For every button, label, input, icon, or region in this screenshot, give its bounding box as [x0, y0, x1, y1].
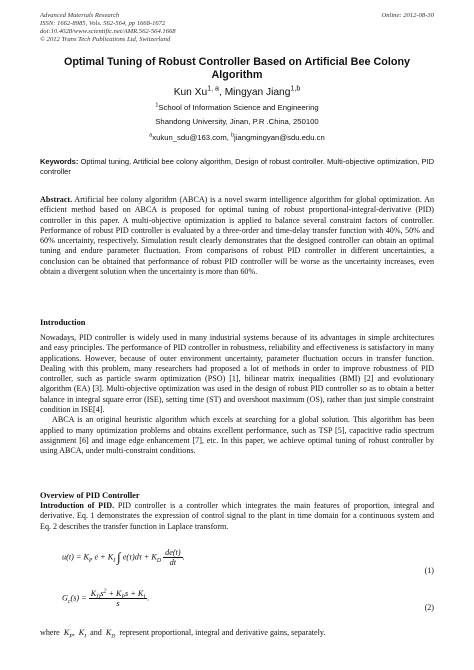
abstract [40, 195, 434, 277]
copyright-line: © 2012 Trans Tech Publications Ltd, Switzerland [40, 36, 171, 44]
issn-line: ISSN: 1662-8985, Vols. 562-564, pp 1668-1672 [40, 20, 166, 28]
introduction-body [40, 333, 434, 457]
online-date: Online: 2012-08-30 [381, 12, 434, 19]
where-text: represent proportional, integral and derivative gains, separately. [119, 628, 326, 637]
abstract-text: Artificial bee colony algorithm (ABCA) is a novel swarm intelligence algorithm for global optimization. An efficient method based on ABCA is proposed for optimal tuning of robust proportional-integral-derivative (PID) controller in this paper. A multi-objective optimization is applied to balance several constraint factors of controller. Performance of robust PID controller is evaluated by a three-order and time-delay transfer function with 40%, 50% and 60% uncertainty, respectively. Simulation result clearly demonstrates that the designed controller can obtain an optimal tuning and endure parameter fluctuation. From comparisons of robust PID controller in different uncertainties, a conclusion can be obtained that performance of robust PID controller will be worse as the uncertainty increases, even obtain a divergent solution when the uncertainty is more than 60%. [40, 195, 434, 277]
affiliation-text-1: School of Information Science and Engineering [158, 103, 319, 112]
overview-heading: Overview of PID Controller [40, 491, 140, 500]
introduction-heading: Introduction [40, 318, 86, 327]
pid-section [40, 501, 434, 532]
intro-paragraph-2: ABCA is an original heuristic algorithm which excels at searching for a global solution. This algorithm has been applied to many optimization problems and obtains excellent performance, such as TSP [5], capacitive radio spectrum assignment [6] and image edge enhancement [7], etc. In this paper, we achieve optimal tuning of robust controller by using ABCA, under multi-constraint conditions. [40, 415, 434, 456]
keywords-text: Optimal tuning, Artificial bee colony algorithm, Design of robust controller. Multi-objective optimization, PID controller [40, 157, 434, 176]
email-a-sup: a [149, 132, 153, 139]
author-1: Kun Xu [173, 87, 208, 98]
equation-2: $G_c(s)$ = $\frac{K_Ds^2 + K_Ps + K_I}{s}$ . [62, 588, 150, 608]
author-2: Mingyan Jiang [224, 87, 291, 98]
email-b: jiangmingyan@sdu.edu.cn [234, 133, 325, 142]
intro-paragraph-1: Nowadays, PID controller is widely used in many industrial systems because of its advantages in simple architectures and easy principles. The performance of PID controller in robustness, reliability and effectiveness is satisfactory in many applications. However, because of outer environment uncertainty, parameter fluctuation occurs in transfer function. Dealing with this problem, many researchers had proposed a lot of methods in order to improve robustness of PID controller, such as particle swarm optimization (PSO) [1], bilinear matrix inequalities (BMI) [2] and evolutionary algorithm (EA) [3]. Multi-objective optimization was used in the design of robust PID controller so as to obtain a better balance in integral square error (ISE), setting time (ST) and overshoot maximum (OS), rather than just simple constraint condition in ISE[4]. [40, 333, 434, 415]
affiliation-line-1 [40, 103, 434, 112]
email-line [40, 133, 434, 142]
where-line: where $K_P$, $K_I$ and $K_D$ represent proportional, integral and derivative gains, separately. [40, 628, 326, 640]
equation-2-number: (2) [424, 603, 434, 612]
equation-1-number: (1) [424, 566, 434, 575]
journal-name: Advanced Materials Research [40, 12, 120, 19]
equation-1: $u(t) = K_P$ $e + K_I$ ∫ $e(\tau)d\tau + K_D$ $\frac{de(t)}{dt}$ . [62, 548, 185, 567]
pid-heading: Introduction of PID. [40, 501, 115, 510]
email-b-sup: b [231, 132, 235, 139]
abstract-label: Abstract. [40, 195, 73, 204]
affiliation-sup: 1 [155, 102, 159, 109]
doi-line: doi:10.4028/www.scientific.net/AMR.562-564.1668 [40, 28, 176, 36]
keywords [40, 157, 434, 177]
email-a: xukun_sdu@163.com, [152, 133, 229, 142]
affiliation-line-2: Shandong University, Jinan, P.R .China, 250100 [155, 117, 319, 126]
title-line-1: Optimal Tuning of Robust Controller Based on Artificial Bee Colony [63, 56, 411, 68]
pid-text: PID controller is a controller which integrates the main features of proportion, integral and derivative. Eq. 1 demonstrates the expression of control signal to the plant in time domain for a continuous system and Eq. 2 describes the transfer function in Laplace transform. [40, 501, 434, 531]
keywords-label: Keywords: [40, 157, 79, 166]
journal-header [40, 12, 434, 44]
author-separator: , [219, 87, 225, 98]
author-line [40, 84, 434, 98]
paper-title [40, 56, 434, 82]
author-1-sup: 1, a [207, 84, 220, 93]
title-line-2: Algorithm [211, 69, 263, 81]
author-2-sup: 1,b [290, 84, 301, 93]
